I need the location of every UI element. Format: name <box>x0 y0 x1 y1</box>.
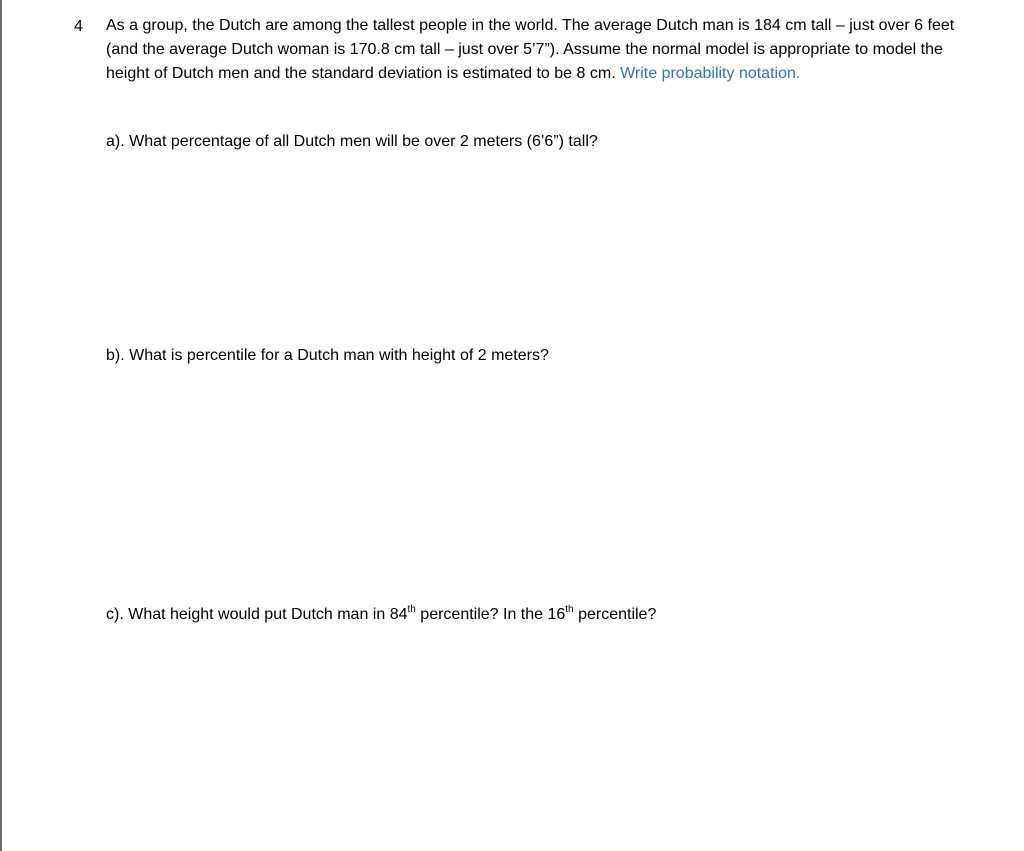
question-stem <box>106 14 976 86</box>
part-c-superscript-1: th <box>407 603 416 615</box>
part-c-text-1: c). What height would put Dutch man in 84 <box>106 606 408 623</box>
question-number: 4 <box>74 18 83 35</box>
question-instruction: Write probability notation. <box>620 65 801 82</box>
part-c-text-2: percentile? In the 16 <box>415 606 566 623</box>
part-c-question <box>106 603 656 627</box>
part-c-superscript-2: th <box>565 603 574 615</box>
part-b-question: b). What is percentile for a Dutch man with height of 2 meters? <box>106 347 549 364</box>
question-stem-text: As a group, the Dutch are among the tallest people in the world. The average Dutch man is 184 cm tall – just over 6 feet (and the average Dutch woman is 170.8 cm tall – just over 5’7”). Assume the normal model is appropriate to model the height of Dutch men and the standard deviation is estimated to be 8 cm. <box>106 17 955 82</box>
part-c-text-3: percentile? <box>573 606 657 623</box>
part-a-question: a). What percentage of all Dutch men will be over 2 meters (6’6”) tall? <box>106 133 598 150</box>
